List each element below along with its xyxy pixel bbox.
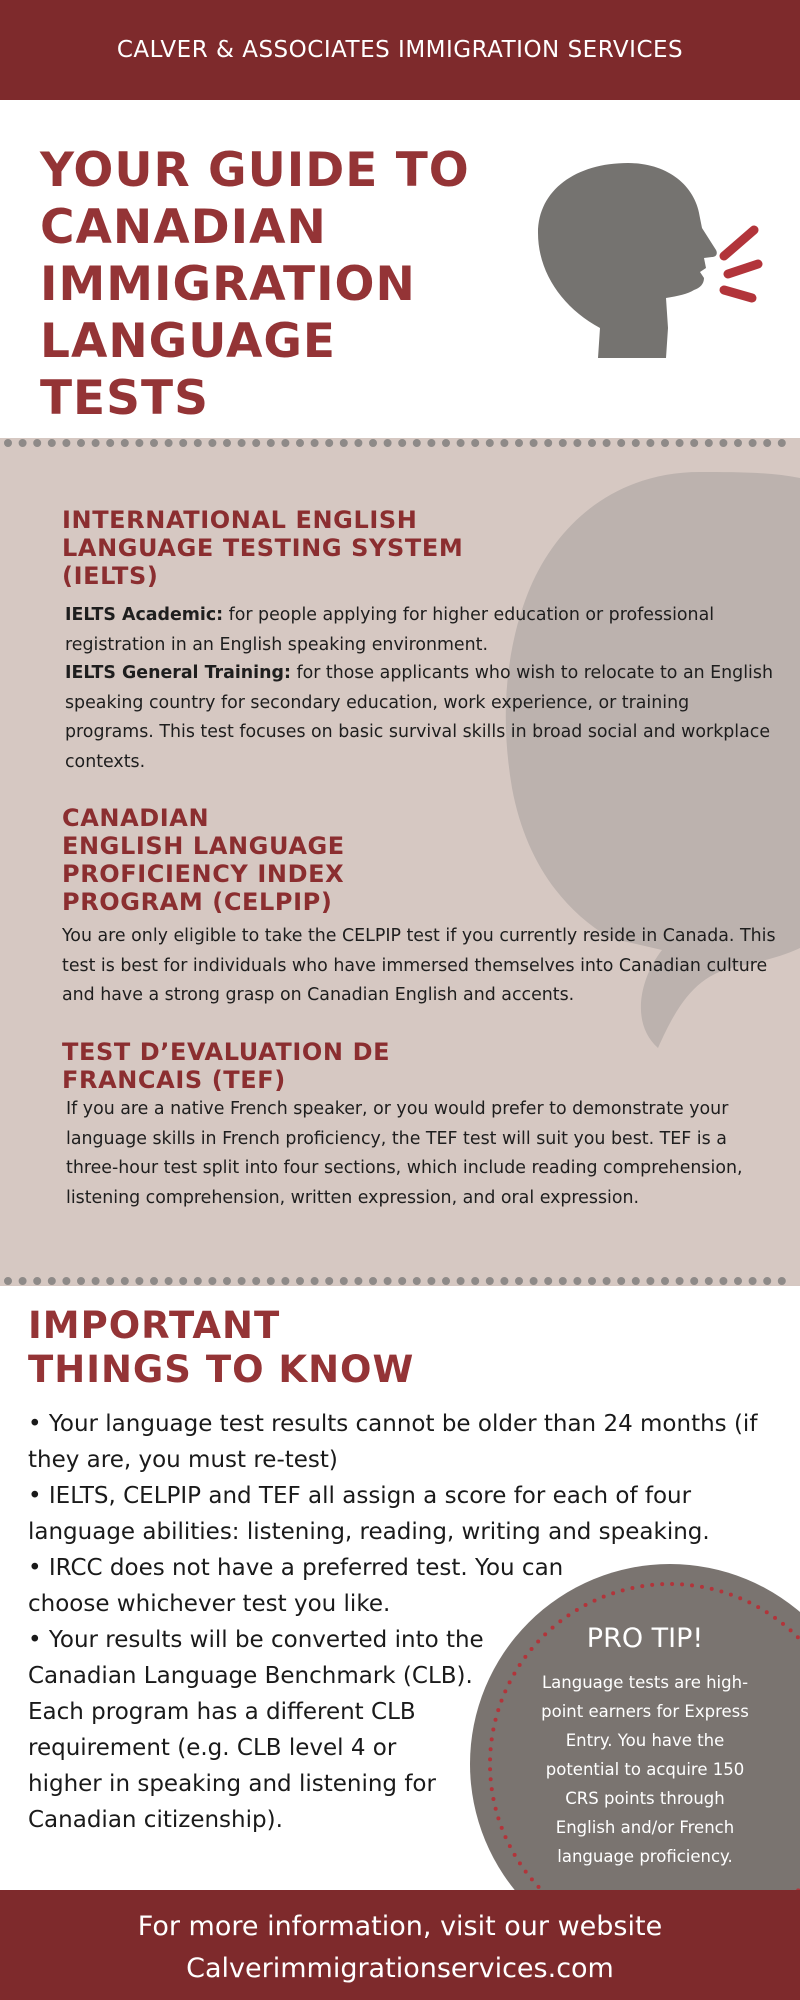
- company-name: CALVER & ASSOCIATES IMMIGRATION SERVICES: [116, 37, 684, 63]
- important-title-line: THINGS TO KNOW: [28, 1348, 415, 1391]
- pro-tip-line: Language tests are high-: [541, 1673, 749, 1692]
- celpip-text: You are only eligible to take the CELPIP test if you currently reside in Canada. This test is best for individuals who have immersed themselves into Canadian culture and have a strong grasp on Canadian English and accents.: [62, 926, 776, 1005]
- celpip-title-line: ENGLISH LANGUAGE: [62, 832, 345, 860]
- dotted-divider: [0, 1276, 800, 1286]
- bullet-line: language abilities: listening, reading, writing and speaking.: [28, 1519, 710, 1545]
- bullet-line: • Your language test results cannot be older than 24 months (if: [28, 1411, 758, 1437]
- bullet-line: choose whichever test you like.: [28, 1591, 391, 1617]
- header-bar: [0, 0, 800, 100]
- pro-tip-line: language proficiency.: [557, 1847, 733, 1866]
- page-title-line: LANGUAGE TESTS: [40, 314, 337, 426]
- celpip-title-line: CANADIAN: [62, 804, 210, 832]
- pro-tip-line: potential to acquire 150: [545, 1760, 745, 1779]
- ielts-academic-label: IELTS Academic:: [65, 605, 224, 625]
- pro-tip-title: PRO TIP!: [586, 1623, 704, 1654]
- language-tests-section: [0, 438, 800, 1286]
- important-title-line: IMPORTANT: [28, 1304, 281, 1347]
- bullet-line: Each program has a different CLB: [28, 1699, 416, 1725]
- important-title: [28, 1304, 528, 1392]
- pro-tip-line: point earners for Express: [541, 1702, 749, 1721]
- page-title-line: CANADIAN: [40, 200, 327, 255]
- important-section: [0, 1286, 800, 1890]
- bullet-line: Canadian citizenship).: [28, 1807, 283, 1833]
- bullet-item: [28, 1550, 788, 1622]
- celpip-title-line: PROGRAM (CELPIP): [62, 888, 333, 916]
- hero-section: [0, 100, 800, 438]
- ielts-title-line: INTERNATIONAL ENGLISH: [62, 506, 418, 534]
- speaking-head-icon: [528, 158, 768, 358]
- celpip-title: [62, 804, 462, 916]
- ielts-academic-text: [65, 601, 765, 660]
- bullet-line: Canadian Language Benchmark (CLB).: [28, 1663, 473, 1689]
- dotted-divider: [0, 438, 800, 448]
- bullet-line: • Your results will be converted into the: [28, 1627, 484, 1653]
- bullet-line: they are, you must re-test): [28, 1447, 338, 1473]
- bullet-item: [28, 1478, 788, 1550]
- pro-tip-line: CRS points through: [565, 1789, 725, 1808]
- pro-tip-line: English and/or French: [555, 1818, 735, 1837]
- bullet-line: requirement (e.g. CLB level 4 or: [28, 1735, 397, 1761]
- tef-title-line: FRANCAIS (TEF): [62, 1066, 286, 1094]
- bullet-item: [28, 1406, 788, 1478]
- ielts-general-label: IELTS General Training:: [65, 663, 291, 683]
- ielts-title-line: (IELTS): [62, 562, 159, 590]
- page-title: [40, 142, 520, 427]
- pro-tip-text: [535, 1668, 755, 1871]
- ielts-general-text: [65, 659, 780, 777]
- bullet-line: higher in speaking and listening for: [28, 1771, 436, 1797]
- ielts-academic-desc: for people applying for higher education or professional registration in an English speaking environment.: [65, 605, 715, 655]
- page-title-line: IMMIGRATION: [40, 257, 416, 312]
- ielts-title-line: LANGUAGE TESTING SYSTEM: [62, 534, 464, 562]
- celpip-title-line: PROFICIENCY INDEX: [62, 860, 345, 888]
- pro-tip-line: Entry. You have the: [565, 1731, 725, 1750]
- footer-bar: [0, 1890, 800, 2000]
- tef-title-line: TEST D’EVALUATION DE: [62, 1038, 391, 1066]
- tef-text: If you are a native French speaker, or you would prefer to demonstrate your language skills in French proficiency, the TEF test will suit you best. TEF is a three-hour test split into four sections, which include reading comprehension, listening comprehension, written expression, and oral expression.: [66, 1099, 743, 1208]
- page-title-line: YOUR GUIDE TO: [40, 143, 470, 198]
- bullet-line: • IELTS, CELPIP and TEF all assign a score for each of four: [28, 1483, 692, 1509]
- ielts-general-desc: for those applicants who wish to relocate to an English speaking country for secondary education, work experience, or training programs. This test focuses on basic survival skills in broad social and workplace contexts.: [65, 663, 773, 772]
- bullet-line: • IRCC does not have a preferred test. You can: [28, 1555, 564, 1581]
- ielts-title: [62, 506, 522, 590]
- footer-cta-text: For more information, visit our website: [137, 1911, 663, 1942]
- website-link[interactable]: Calverimmigrationservices.com: [186, 1953, 614, 1984]
- tef-title: [62, 1038, 482, 1094]
